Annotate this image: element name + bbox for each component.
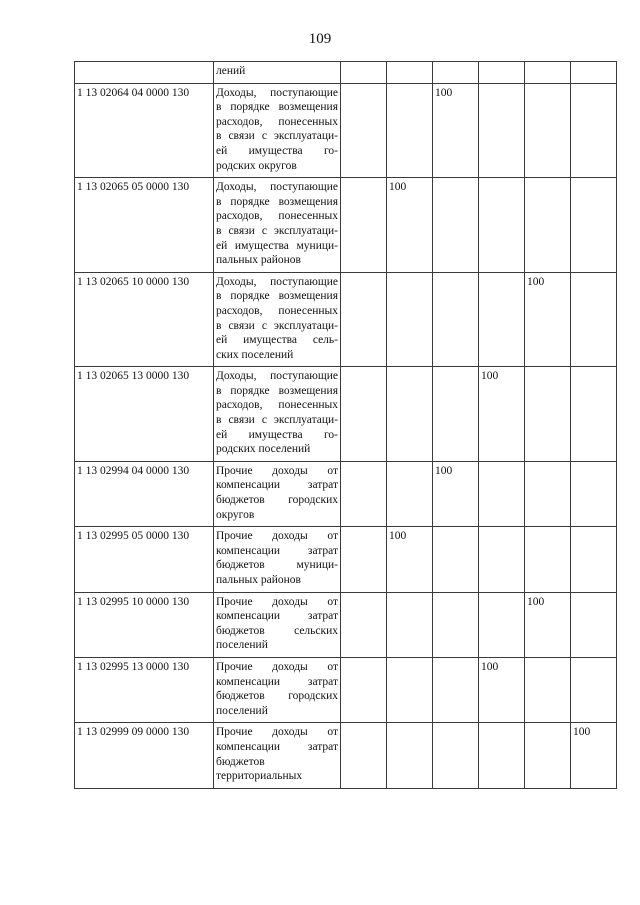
- revenue-name-cell: [214, 367, 341, 462]
- revenue-name-line: расходов, понесенных: [216, 304, 338, 317]
- revenue-name-line: компенсации затрат: [216, 740, 338, 753]
- revenue-name-line: Доходы, поступающие: [216, 275, 338, 288]
- revenue-name-line: поселений: [216, 639, 268, 652]
- budget-code-cell: 1 13 02995 05 0000 130: [75, 527, 214, 592]
- distribution-percent-cell: 100: [387, 178, 433, 273]
- distribution-percent-cell: [525, 657, 571, 722]
- revenue-name-line: бюджетов: [216, 755, 265, 768]
- distribution-percent-cell: [525, 461, 571, 526]
- table-row: [75, 83, 617, 178]
- revenue-name-line: Доходы, поступающие: [216, 86, 338, 99]
- distribution-percent-cell: [433, 657, 479, 722]
- budget-classification-table: [74, 61, 617, 789]
- table-row: [75, 527, 617, 592]
- table-row: [75, 178, 617, 273]
- distribution-percent-cell: [387, 272, 433, 367]
- distribution-percent-cell: [525, 83, 571, 178]
- revenue-name-cell: [214, 592, 341, 657]
- revenue-name-line: родских поселений: [216, 443, 311, 456]
- revenue-name-cell: [214, 461, 341, 526]
- distribution-percent-cell: [525, 723, 571, 788]
- distribution-percent-cell: [571, 272, 617, 367]
- distribution-percent-cell: [479, 272, 525, 367]
- distribution-percent-cell: [341, 723, 387, 788]
- distribution-percent-cell: [433, 367, 479, 462]
- distribution-percent-cell: [479, 723, 525, 788]
- distribution-percent-cell: [479, 592, 525, 657]
- revenue-name-line: Прочие доходы от: [216, 660, 338, 673]
- revenue-name-line: ей имущества муници-: [216, 239, 338, 252]
- distribution-percent-cell: [479, 527, 525, 592]
- revenue-name-line: в порядке возмещения: [216, 195, 338, 208]
- distribution-percent-cell: [387, 657, 433, 722]
- distribution-percent-cell: [433, 592, 479, 657]
- distribution-percent-cell: [341, 62, 387, 84]
- revenue-name-line: ей имущества го-: [216, 428, 338, 441]
- revenue-name-line: компенсации затрат: [216, 675, 338, 688]
- distribution-percent-cell: 100: [433, 83, 479, 178]
- revenue-name-line: Прочие доходы от: [216, 530, 338, 543]
- revenue-name-line: бюджетов сельских: [216, 624, 338, 637]
- revenue-name-line: поселений: [216, 704, 268, 717]
- distribution-percent-cell: [387, 723, 433, 788]
- revenue-name-line: Прочие доходы от: [216, 726, 338, 739]
- distribution-percent-cell: [387, 461, 433, 526]
- distribution-percent-cell: [571, 83, 617, 178]
- distribution-percent-cell: [571, 527, 617, 592]
- distribution-percent-cell: [387, 592, 433, 657]
- distribution-percent-cell: [433, 527, 479, 592]
- distribution-percent-cell: [341, 272, 387, 367]
- revenue-name-line: в порядке возмещения: [216, 384, 338, 397]
- table-row: [75, 367, 617, 462]
- revenue-name-line: расходов, понесенных: [216, 399, 338, 412]
- distribution-percent-cell: [387, 367, 433, 462]
- revenue-name-line: в связи с эксплуатаци-: [216, 130, 338, 143]
- revenue-name-line: в связи с эксплуатаци-: [216, 319, 338, 332]
- revenue-name-line: территориальных: [216, 770, 303, 783]
- distribution-percent-cell: [433, 723, 479, 788]
- table-row: [75, 461, 617, 526]
- revenue-name-line: расходов, понесенных: [216, 115, 338, 128]
- table-row: [75, 657, 617, 722]
- revenue-name-line: Прочие доходы от: [216, 595, 338, 608]
- distribution-percent-cell: [525, 178, 571, 273]
- revenue-name-cell: [214, 83, 341, 178]
- revenue-name-line: ей имущества го-: [216, 144, 338, 157]
- page-number: 109: [308, 31, 332, 47]
- budget-code-cell: 1 13 02065 05 0000 130: [75, 178, 214, 273]
- revenue-name-line: пальных районов: [216, 574, 301, 586]
- distribution-percent-cell: [341, 657, 387, 722]
- revenue-name-line: в связи с эксплуатаци-: [216, 414, 338, 427]
- revenue-name-line: расходов, понесенных: [216, 210, 338, 223]
- table-body: [75, 62, 617, 789]
- revenue-name-line: компенсации затрат: [216, 544, 338, 557]
- revenue-name-cell: [214, 272, 341, 367]
- revenue-name-line: в порядке возмещения: [216, 101, 338, 114]
- revenue-name-line: Прочие доходы от: [216, 464, 338, 477]
- revenue-name-line: в порядке возмещения: [216, 290, 338, 303]
- revenue-name-line: родских округов: [216, 159, 297, 172]
- distribution-percent-cell: [571, 367, 617, 462]
- distribution-percent-cell: [341, 367, 387, 462]
- distribution-percent-cell: [525, 527, 571, 592]
- distribution-percent-cell: [479, 62, 525, 84]
- distribution-percent-cell: 100: [571, 723, 617, 788]
- revenue-name-cell: [214, 178, 341, 273]
- distribution-percent-cell: [571, 178, 617, 273]
- distribution-percent-cell: 100: [479, 657, 525, 722]
- revenue-name-line: компенсации затрат: [216, 610, 338, 623]
- revenue-name-cell: [214, 62, 341, 84]
- revenue-name-line: бюджетов городских: [216, 494, 338, 507]
- table-row: [75, 592, 617, 657]
- budget-code-cell: 1 13 02995 13 0000 130: [75, 657, 214, 722]
- distribution-percent-cell: [387, 83, 433, 178]
- distribution-percent-cell: [341, 592, 387, 657]
- distribution-percent-cell: [571, 461, 617, 526]
- budget-code-cell: 1 13 02065 13 0000 130: [75, 367, 214, 462]
- revenue-name-cell: [214, 527, 341, 592]
- distribution-percent-cell: [341, 461, 387, 526]
- distribution-percent-cell: [571, 657, 617, 722]
- table-row: [75, 723, 617, 788]
- budget-code-cell: 1 13 02999 09 0000 130: [75, 723, 214, 788]
- revenue-name-line: лений: [216, 65, 246, 77]
- revenue-name-line: компенсации затрат: [216, 479, 338, 492]
- distribution-percent-cell: [479, 178, 525, 273]
- budget-code-cell: 1 13 02065 10 0000 130: [75, 272, 214, 367]
- distribution-percent-cell: [433, 178, 479, 273]
- distribution-percent-cell: [571, 62, 617, 84]
- revenue-name-line: бюджетов муници-: [216, 559, 338, 572]
- revenue-name-cell: [214, 657, 341, 722]
- distribution-percent-cell: [433, 272, 479, 367]
- revenue-name-line: пальных районов: [216, 254, 301, 267]
- budget-code-cell: [75, 62, 214, 84]
- revenue-name-line: ей имущества сель-: [216, 334, 338, 347]
- revenue-name-cell: [214, 723, 341, 788]
- revenue-name-line: бюджетов городских: [216, 690, 338, 703]
- table-row: [75, 272, 617, 367]
- distribution-percent-cell: 100: [479, 367, 525, 462]
- table-row: [75, 62, 617, 84]
- distribution-percent-cell: 100: [525, 272, 571, 367]
- distribution-percent-cell: [387, 62, 433, 84]
- distribution-percent-cell: [525, 367, 571, 462]
- revenue-name-line: округов: [216, 508, 255, 521]
- distribution-percent-cell: 100: [387, 527, 433, 592]
- distribution-percent-cell: [341, 178, 387, 273]
- distribution-percent-cell: [433, 62, 479, 84]
- revenue-name-line: Доходы, поступающие: [216, 181, 338, 194]
- budget-code-cell: 1 13 02994 04 0000 130: [75, 461, 214, 526]
- distribution-percent-cell: [525, 62, 571, 84]
- budget-code-cell: 1 13 02995 10 0000 130: [75, 592, 214, 657]
- distribution-percent-cell: [571, 592, 617, 657]
- distribution-percent-cell: 100: [525, 592, 571, 657]
- budget-code-cell: 1 13 02064 04 0000 130: [75, 83, 214, 178]
- distribution-percent-cell: [341, 83, 387, 178]
- distribution-percent-cell: 100: [433, 461, 479, 526]
- revenue-name-line: ских поселений: [216, 348, 294, 361]
- distribution-percent-cell: [479, 83, 525, 178]
- revenue-name-line: Доходы, поступающие: [216, 370, 338, 383]
- distribution-percent-cell: [479, 461, 525, 526]
- revenue-name-line: в связи с эксплуатаци-: [216, 224, 338, 237]
- distribution-percent-cell: [341, 527, 387, 592]
